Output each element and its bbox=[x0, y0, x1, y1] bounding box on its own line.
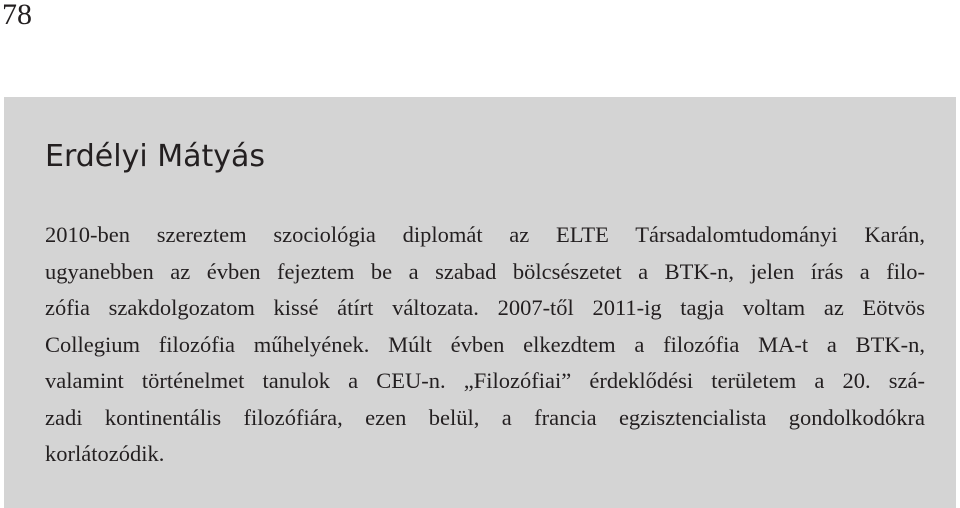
author-bio-paragraph bbox=[45, 217, 925, 473]
bio-line: zadi kontinentális filozófiára, ezen belül, a francia egzisztencialista gondolkodókra bbox=[45, 404, 925, 430]
bio-line: valamint történelmet tanulok a CEU-n. „Filozófiai” érdeklődési területem a 20. szá- bbox=[45, 368, 925, 393]
bio-line: ugyanebben az évben fejeztem be a szabad bölcsészetet a BTK-n, jelen írás a filo- bbox=[45, 258, 925, 284]
bio-line: Collegium filozófia műhelyének. Múlt évben elkezdtem a filozófia MA-t a BTK-n, bbox=[45, 331, 925, 357]
author-bio-box bbox=[4, 97, 956, 508]
page-number: 78 bbox=[2, 0, 32, 31]
bio-line: 2010-ben szereztem szociológia diplomát az ELTE Társadalomtudományi Karán, bbox=[45, 222, 925, 247]
author-name: Erdélyi Mátyás bbox=[45, 139, 266, 174]
bio-line: zófia szakdolgozatom kissé átírt változata. 2007-től 2011-ig tagja voltam az Eötvös bbox=[45, 295, 925, 320]
bio-line: korlátozódik. bbox=[45, 441, 165, 466]
